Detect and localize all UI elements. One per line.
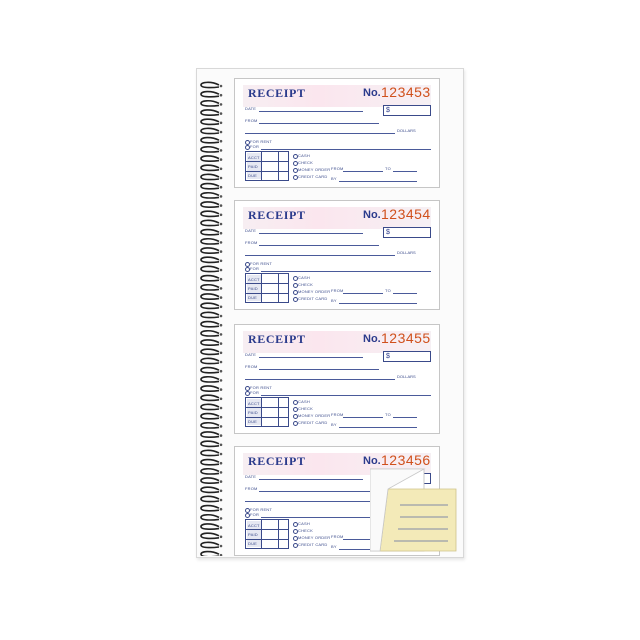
spiral-coil (201, 533, 222, 538)
for-line (261, 271, 431, 272)
spiral-coil (201, 138, 222, 143)
credit-card-label: CREDIT CARD (298, 174, 328, 179)
spiral-coil (201, 156, 222, 161)
from-label: FROM (245, 486, 258, 491)
receipt-number-label: No. (363, 455, 381, 467)
spiral-coil (201, 377, 222, 382)
date-label: DATE (245, 474, 257, 479)
date-line (259, 357, 363, 358)
spiral-coil (201, 257, 222, 262)
cash-label: CASH (298, 399, 310, 404)
grid-col-divider (261, 274, 262, 302)
by-line (339, 303, 417, 304)
for-rent-label: FOR RENT (250, 139, 273, 144)
acct-label: ACCT (248, 277, 260, 282)
grid-col-divider (261, 398, 262, 426)
to-date-line (393, 171, 417, 172)
for-label: FOR (250, 512, 260, 517)
spiral-coil (201, 432, 222, 437)
receipt-number-label: No. (363, 333, 381, 345)
spiral-coil (201, 220, 222, 225)
for-rent-label: FOR RENT (250, 385, 273, 390)
paid-label: PAID (248, 410, 258, 415)
cash-label: CASH (298, 153, 310, 158)
for-line (261, 149, 431, 150)
by-label: BY (331, 544, 337, 549)
from-bottom-label: FROM (331, 166, 344, 171)
spiral-binding (197, 76, 225, 556)
spiral-coil (201, 165, 222, 170)
for-line (261, 395, 431, 396)
grid-row-divider (246, 417, 288, 418)
for-label: FOR (250, 266, 260, 271)
dollars-label: DOLLARS (397, 374, 416, 379)
account-grid (245, 397, 289, 427)
spiral-coil (201, 101, 222, 106)
amount-box (383, 227, 431, 238)
spiral-coil (201, 331, 222, 336)
spiral-coil (201, 312, 222, 317)
amount-box (383, 351, 431, 362)
spiral-coil (201, 202, 222, 207)
from-date-line (343, 417, 383, 418)
spiral-coil (201, 386, 222, 391)
from-date-line (343, 293, 383, 294)
spiral-coil (201, 266, 222, 271)
dollar-sign: $ (386, 229, 390, 236)
due-label: DUE (248, 541, 258, 546)
account-grid (245, 519, 289, 549)
spiral-coil (201, 496, 222, 501)
grid-row-divider (246, 161, 288, 162)
date-label: DATE (245, 106, 257, 111)
spiral-coil (201, 322, 222, 327)
acct-label: ACCT (248, 155, 260, 160)
credit-card-label: CREDIT CARD (298, 542, 328, 547)
amount-words-line (245, 379, 395, 380)
spiral-coil (201, 487, 222, 492)
grid-col-divider (278, 398, 279, 426)
check-label: CHECK (298, 528, 314, 533)
date-label: DATE (245, 228, 257, 233)
grid-row-divider (246, 539, 288, 540)
credit-card-label: CREDIT CARD (298, 296, 328, 301)
spiral-coil (201, 184, 222, 189)
dollars-label: DOLLARS (397, 128, 416, 133)
dollars-label: DOLLARS (397, 250, 416, 255)
by-label: BY (331, 422, 337, 427)
from-label: FROM (245, 364, 258, 369)
receipt-form (234, 200, 440, 310)
spiral-coil (201, 285, 222, 290)
to-label: TO (385, 288, 391, 293)
receipt-number-label: No. (363, 87, 381, 99)
grid-col-divider (261, 152, 262, 180)
from-line (259, 369, 379, 370)
grid-col-divider (261, 520, 262, 548)
money-order-label: MONEY ORDER (298, 167, 331, 172)
spiral-coil (201, 276, 222, 281)
carbon-copy-yellow (380, 489, 456, 551)
spiral-coil (201, 119, 222, 124)
spiral-coil (201, 211, 222, 216)
for-label: FOR (250, 390, 260, 395)
receipt-title: RECEIPT (248, 86, 306, 100)
receipt-number: 123455 (381, 330, 431, 346)
cash-label: CASH (298, 275, 310, 280)
spiral-coil (201, 368, 222, 373)
check-label: CHECK (298, 160, 314, 165)
acct-label: ACCT (248, 401, 260, 406)
spiral-coil (201, 128, 222, 133)
paid-label: PAID (248, 532, 258, 537)
from-bottom-label: FROM (331, 288, 344, 293)
by-line (339, 427, 417, 428)
account-grid (245, 151, 289, 181)
spiral-coil (201, 460, 222, 465)
by-label: BY (331, 176, 337, 181)
from-line (259, 491, 379, 492)
spiral-coil (201, 414, 222, 419)
spiral-coil (201, 524, 222, 529)
receipt-title: RECEIPT (248, 454, 306, 468)
spiral-coil (201, 303, 222, 308)
paid-label: PAID (248, 164, 258, 169)
for-rent-label: FOR RENT (250, 261, 273, 266)
date-line (259, 479, 363, 480)
grid-col-divider (278, 274, 279, 302)
grid-row-divider (246, 293, 288, 294)
due-label: DUE (248, 295, 258, 300)
dollar-sign: $ (386, 107, 390, 114)
receipt-number: 123456 (381, 452, 431, 468)
due-label: DUE (248, 173, 258, 178)
receipt-number: 123453 (381, 84, 431, 100)
spiral-coil (201, 423, 222, 428)
spiral-coil (201, 340, 222, 345)
from-line (259, 245, 379, 246)
receipt-form (234, 324, 440, 434)
grid-row-divider (246, 529, 288, 530)
for-label: FOR (250, 144, 260, 149)
spiral-coil (201, 506, 222, 511)
spiral-coil (201, 441, 222, 446)
receipt-number-label: No. (363, 209, 381, 221)
account-grid (245, 273, 289, 303)
carbon-copy-corner (370, 467, 458, 553)
spiral-coil (201, 147, 222, 152)
spiral-coil (201, 174, 222, 179)
amount-words-line (245, 133, 395, 134)
to-label: TO (385, 412, 391, 417)
grid-col-divider (278, 152, 279, 180)
spiral-coil (201, 92, 222, 97)
grid-row-divider (246, 283, 288, 284)
spiral-coil (201, 193, 222, 198)
credit-card-label: CREDIT CARD (298, 420, 328, 425)
grid-row-divider (246, 171, 288, 172)
grid-row-divider (246, 407, 288, 408)
due-label: DUE (248, 419, 258, 424)
money-order-label: MONEY ORDER (298, 289, 331, 294)
spiral-coil (201, 469, 222, 474)
date-line (259, 111, 363, 112)
by-line (339, 181, 417, 182)
spiral-coil (201, 358, 222, 363)
spiral-coil (201, 294, 222, 299)
spiral-coil (201, 349, 222, 354)
acct-label: ACCT (248, 523, 260, 528)
money-order-label: MONEY ORDER (298, 413, 331, 418)
from-label: FROM (245, 240, 258, 245)
check-label: CHECK (298, 282, 314, 287)
from-date-line (343, 171, 383, 172)
spiral-coil (201, 230, 222, 235)
from-label: FROM (245, 118, 258, 123)
receipt-title: RECEIPT (248, 332, 306, 346)
to-date-line (393, 293, 417, 294)
date-line (259, 233, 363, 234)
from-bottom-label: FROM (331, 534, 344, 539)
date-label: DATE (245, 352, 257, 357)
spiral-coil (201, 450, 222, 455)
spiral-coil (201, 552, 222, 556)
amount-words-line (245, 255, 395, 256)
dollar-sign: $ (386, 353, 390, 360)
from-bottom-label: FROM (331, 412, 344, 417)
spiral-coil (201, 395, 222, 400)
grid-col-divider (278, 520, 279, 548)
receipt-title: RECEIPT (248, 208, 306, 222)
spiral-coil (201, 404, 222, 409)
by-label: BY (331, 298, 337, 303)
to-label: TO (385, 166, 391, 171)
spiral-coil (201, 515, 222, 520)
amount-box (383, 105, 431, 116)
paid-label: PAID (248, 286, 258, 291)
spiral-coil (201, 248, 222, 253)
check-label: CHECK (298, 406, 314, 411)
money-order-label: MONEY ORDER (298, 535, 331, 540)
spiral-coil (201, 82, 222, 87)
receipt-form (234, 78, 440, 188)
spiral-coil (201, 542, 222, 547)
for-rent-label: FOR RENT (250, 507, 273, 512)
cash-label: CASH (298, 521, 310, 526)
to-date-line (393, 417, 417, 418)
spiral-coil (201, 478, 222, 483)
spiral-coil (201, 110, 222, 115)
receipt-number: 123454 (381, 206, 431, 222)
from-line (259, 123, 379, 124)
spiral-coil (201, 239, 222, 244)
